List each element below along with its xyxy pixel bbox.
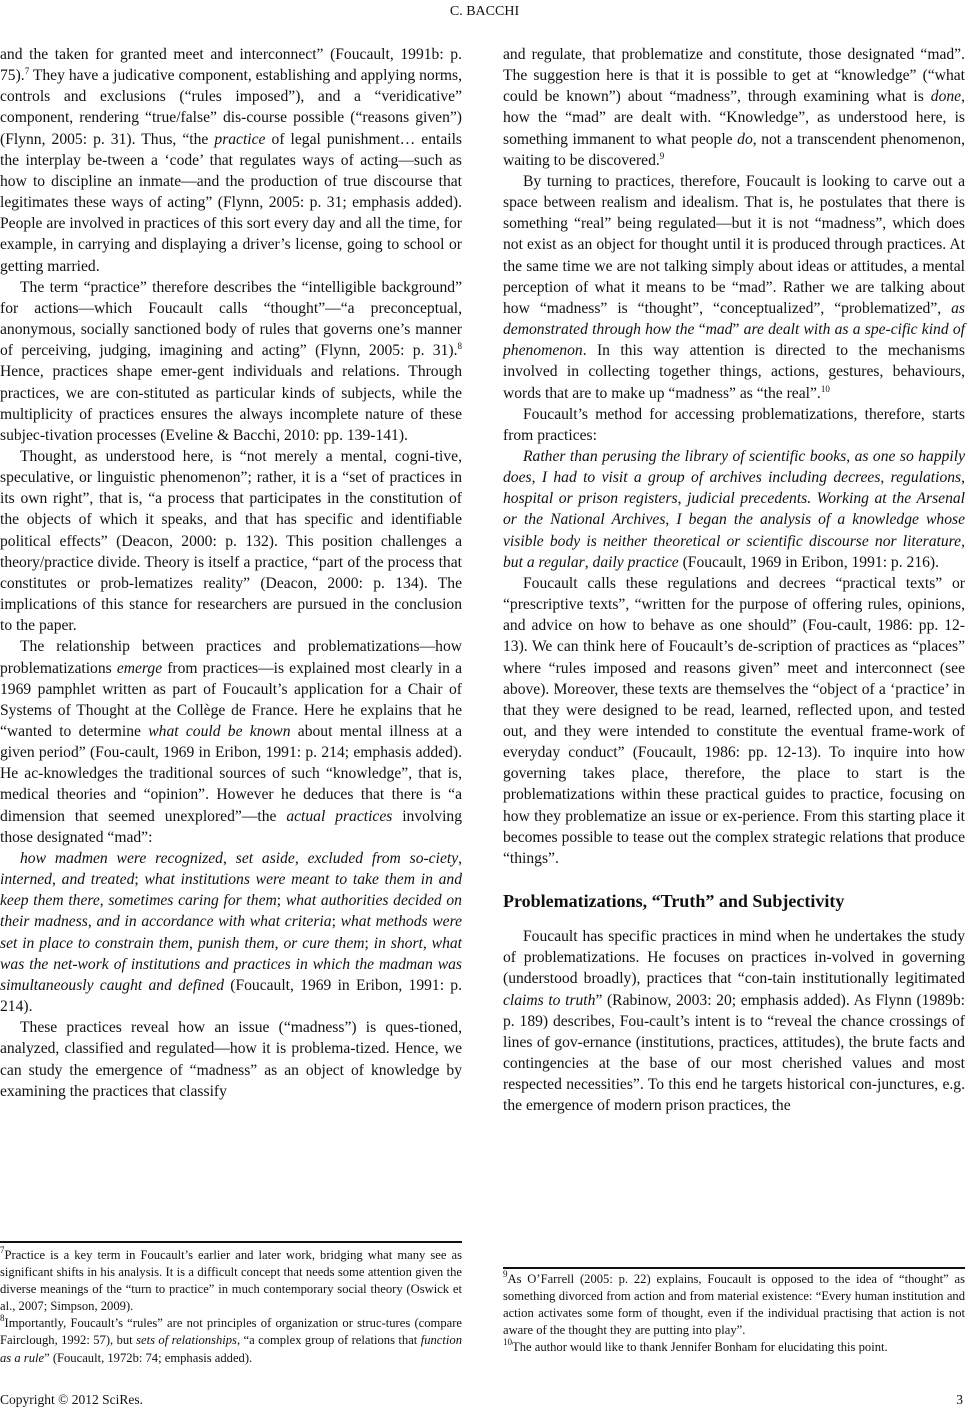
footnotes-right bbox=[503, 1271, 965, 1356]
running-head: C. BACCHI bbox=[449, 4, 520, 19]
footnote-divider-right bbox=[503, 1267, 965, 1269]
paragraph: The relationship between practices and problematizations—how problematizations emerge from practices—is explained most clearly in a 1969 pamphlet written as part of Foucault’s application for a Chair of Systems of Thought at the Collège de France. Here he explains that he “wanted to determine what could be known about mental illness at a given period” (Fou-cault, 1969 in Eribon, 1991: p. 214; emphasis added). He ac-knowledges the traditional sources of such “knowledge”, that is, medical theories and “opinion”. However he deduces that there is “a dimension that seemed unexplored”—the actual practices involving those designated “mad”: bbox=[0, 638, 462, 846]
paragraph: and regulate, that problematize and constitute, those designated “mad”. The suggestion here is that it is possible to get at “knowledge” (“what could be known”) about “madness”, through examining what is done, how the “mad” are dealt with. “Knowledge”, as understood here, is something immanent to what people do, not a transcendent phenomenon, waiting to be discovered.$^9$ bbox=[503, 46, 965, 169]
page-number: 3 bbox=[956, 1392, 963, 1407]
paragraph: and the taken for granted meet and interconnect” (Foucault, 1991b: p. 75).$^7$ They have a judicative component, establishing and applying norms, controls and exclusions (“rules imposed”), and a “veridicative” component, rendering “true/false” dis-course possible (“reasons given”) (Flynn, 2005: p. 31). Thus, “the practice of legal punishment… entails the interplay be-tween a ‘code’ that regulates ways of acting—such as how to discipline an inmate—and the production of true discourse that legitimates these ways of acting” (Flynn, 2005: p. 31; emphasis added). People are involved in practices of this sort every day and all the time, for example, in carrying and displaying a driver’s license, going to school or getting married. bbox=[0, 46, 462, 275]
block-quote: Rather than perusing the library of scientific books, as one so happily does, I had to visit a group of archives including decrees, regulations, hospital or prison registers, judicial precedents. Working at the Arsenal or the National Archives, I began the analysis of a knowledge whose visible body is neither theoretical or scientific discourse nor literature, but a regular, daily practice (Foucault, 1969 in Eribon, 1991: p. 216). bbox=[503, 447, 966, 571]
block-quote: how madmen were recognized, set aside, excluded from so-ciety, interned, and treated; what institutions were meant to take them in and keep them there, sometimes caring for them; what authorities decided on their madness, and in accordance with what criteria; what methods were set in place to constrain them, punish them, or cure them; in short, what was the net-work of institutions and practices in which the madman was simultaneously caught and defined (Foucault, 1969 in Eribon, 1991: p. 214). bbox=[0, 849, 463, 1016]
paragraph: Foucault has specific practices in mind when he undertakes the study of problematizations. He focuses on practices in-volved in governing (understood broadly), practices that “con-tain institutionally legitimated claims to truth” (Rabinow, 2003: 20; emphasis added). As Flynn (1989b: p. 189) describes, Fou-cault’s intent is to “reveal the chance crossings of lines of gov-ernance (institutions, practices, attitudes), the brute facts and contingencies at the base of our most cherished values and most respected necessities”. To this end he targets historical con-junctures, e.g. the emergence of modern prison practices, the bbox=[503, 928, 965, 1115]
paragraph: Foucault calls these regulations and decrees “practical texts” or “prescriptive texts”, “written for the purpose of offering rules, opinions, and advice on how to behave as one should” (Fou-cault, 1986: pp. 12-13). We can think here of Foucault’s de-scription of practices as “places” where “rules imposed and reasons given” meet and interconnect (see above). Moreover, these texts are themselves the “object of a ‘practice’ in that they were designed to be read, learned, reflected upon, and tested out, and they were intended to constitute the eventual frame-work of everyday conduct” (Foucault, 1986: pp. 12-13). To inquire into how governing takes place, therefore, the place to start is the problematizations within these practical guides to practice, focusing on how they problematize an issue or ex-perience. From this starting place it becomes possible to tease out the complex strategic relations that produce “things”. bbox=[503, 574, 965, 867]
paragraph: The term “practice” therefore describes the “intelligible background” for actions—which Foucault calls “thought”—“a preconceptual, anonymous, socially sanctioned body of rules that governs one’s manner of perceiving, judging, imagining and acting” (Flynn, 2005: p. 31).$^8$ Hence, practices shape emer-gent individuals and relations. Through practices, we are con-stituted as particular kinds of subjects, while the multiplicity of practices ensures the always incomplete nature of these subjec-tivation processes (Eveline & Bacchi, 2010: pp. 139-141). bbox=[0, 278, 462, 444]
paragraph: These practices reveal how an issue (“madness”) is ques-tioned, analyzed, classified and regulated—how it is problema-tized. Hence, we can study the emergence of “madness” as an object of knowledge by examining the practices that classify bbox=[0, 1019, 462, 1100]
paragraph: Thought, as understood here, is “not merely a mental, cogni-tive, speculative, or linguistic phenomenon”; rather, it is a “set of practices in its own right”, that is, “a process that participates in the constitution of the objects of which it speaks, and that has specific and identifiable political effects” (Deacon, 2000: p. 132). This position challenges a theory/practice divide. Theory is itself a practice, “part of the process that constitutes or prob-lematizes reality” (Deacon, 2000: p. 134). The implications of this stance for researchers are pursued in the conclusion to the paper. bbox=[0, 447, 462, 635]
section-heading: Problematizations, “Truth” and Subjectivity bbox=[503, 891, 845, 912]
paragraph: By turning to practices, therefore, Foucault is looking to carve out a space between realism and idealism. That is, he postulates that there is something “real” being regulated—but it is not “madness”, which does not exist as an object for thought until it is produced through practices. At the same time we are not talking simply about ideas or attitudes, a mental perception of what it means to be “mad”. Rather we are talking about how “madness” is “thought”, “conceptualized”, “problematized”, as demonstrated through how the “mad” are dealt with as a spe-cific kind of phenomenon. In this way attention is directed to the mechanisms involved in collecting together things, actions, gestures, behaviours, words that are to make up “madness” as “the real”.$^{10}$ bbox=[503, 172, 966, 402]
footnote-7: $^7$Practice is a key term in Foucault’s earlier and later work, bridging what many see as significant shifts in his analysis. It is a difficult concept that needs some attention given the diverse meanings of the “turn to practice” in much contemporary social theory (Oswick et al., 2007; Simpson, 2009). bbox=[0, 1245, 462, 1314]
footnote-8: $^8$Importantly, Foucault’s “rules” are not principles of organization or struc-tures (compare Fairclough, 1992: 57), but sets of relationships, “a complex group of relations that function as a rule” (Foucault, 1972b: 74; emphasis added). bbox=[0, 1313, 462, 1365]
footnote-10: $^{10}$The author would like to thank Jennifer Bonham for elucidating this point. bbox=[503, 1337, 888, 1355]
right-column bbox=[503, 44, 965, 1117]
copyright-notice: Copyright © 2012 SciRes. bbox=[0, 1392, 144, 1407]
paragraph: Foucault’s method for accessing problematizations, therefore, starts from practices: bbox=[503, 405, 965, 444]
footnote-divider-left bbox=[0, 1241, 462, 1243]
footnotes-left bbox=[0, 1247, 462, 1367]
left-column bbox=[0, 44, 462, 1102]
footnote-9: $^9$As O’Farrell (2005: p. 22) explains, Foucault is opposed to the idea of “thought” as something divorced from action and from material existence: “Every human institution and action activates some form of thought, even if the individual practising that action is not aware of the thought they are putting into play”. bbox=[503, 1269, 965, 1338]
